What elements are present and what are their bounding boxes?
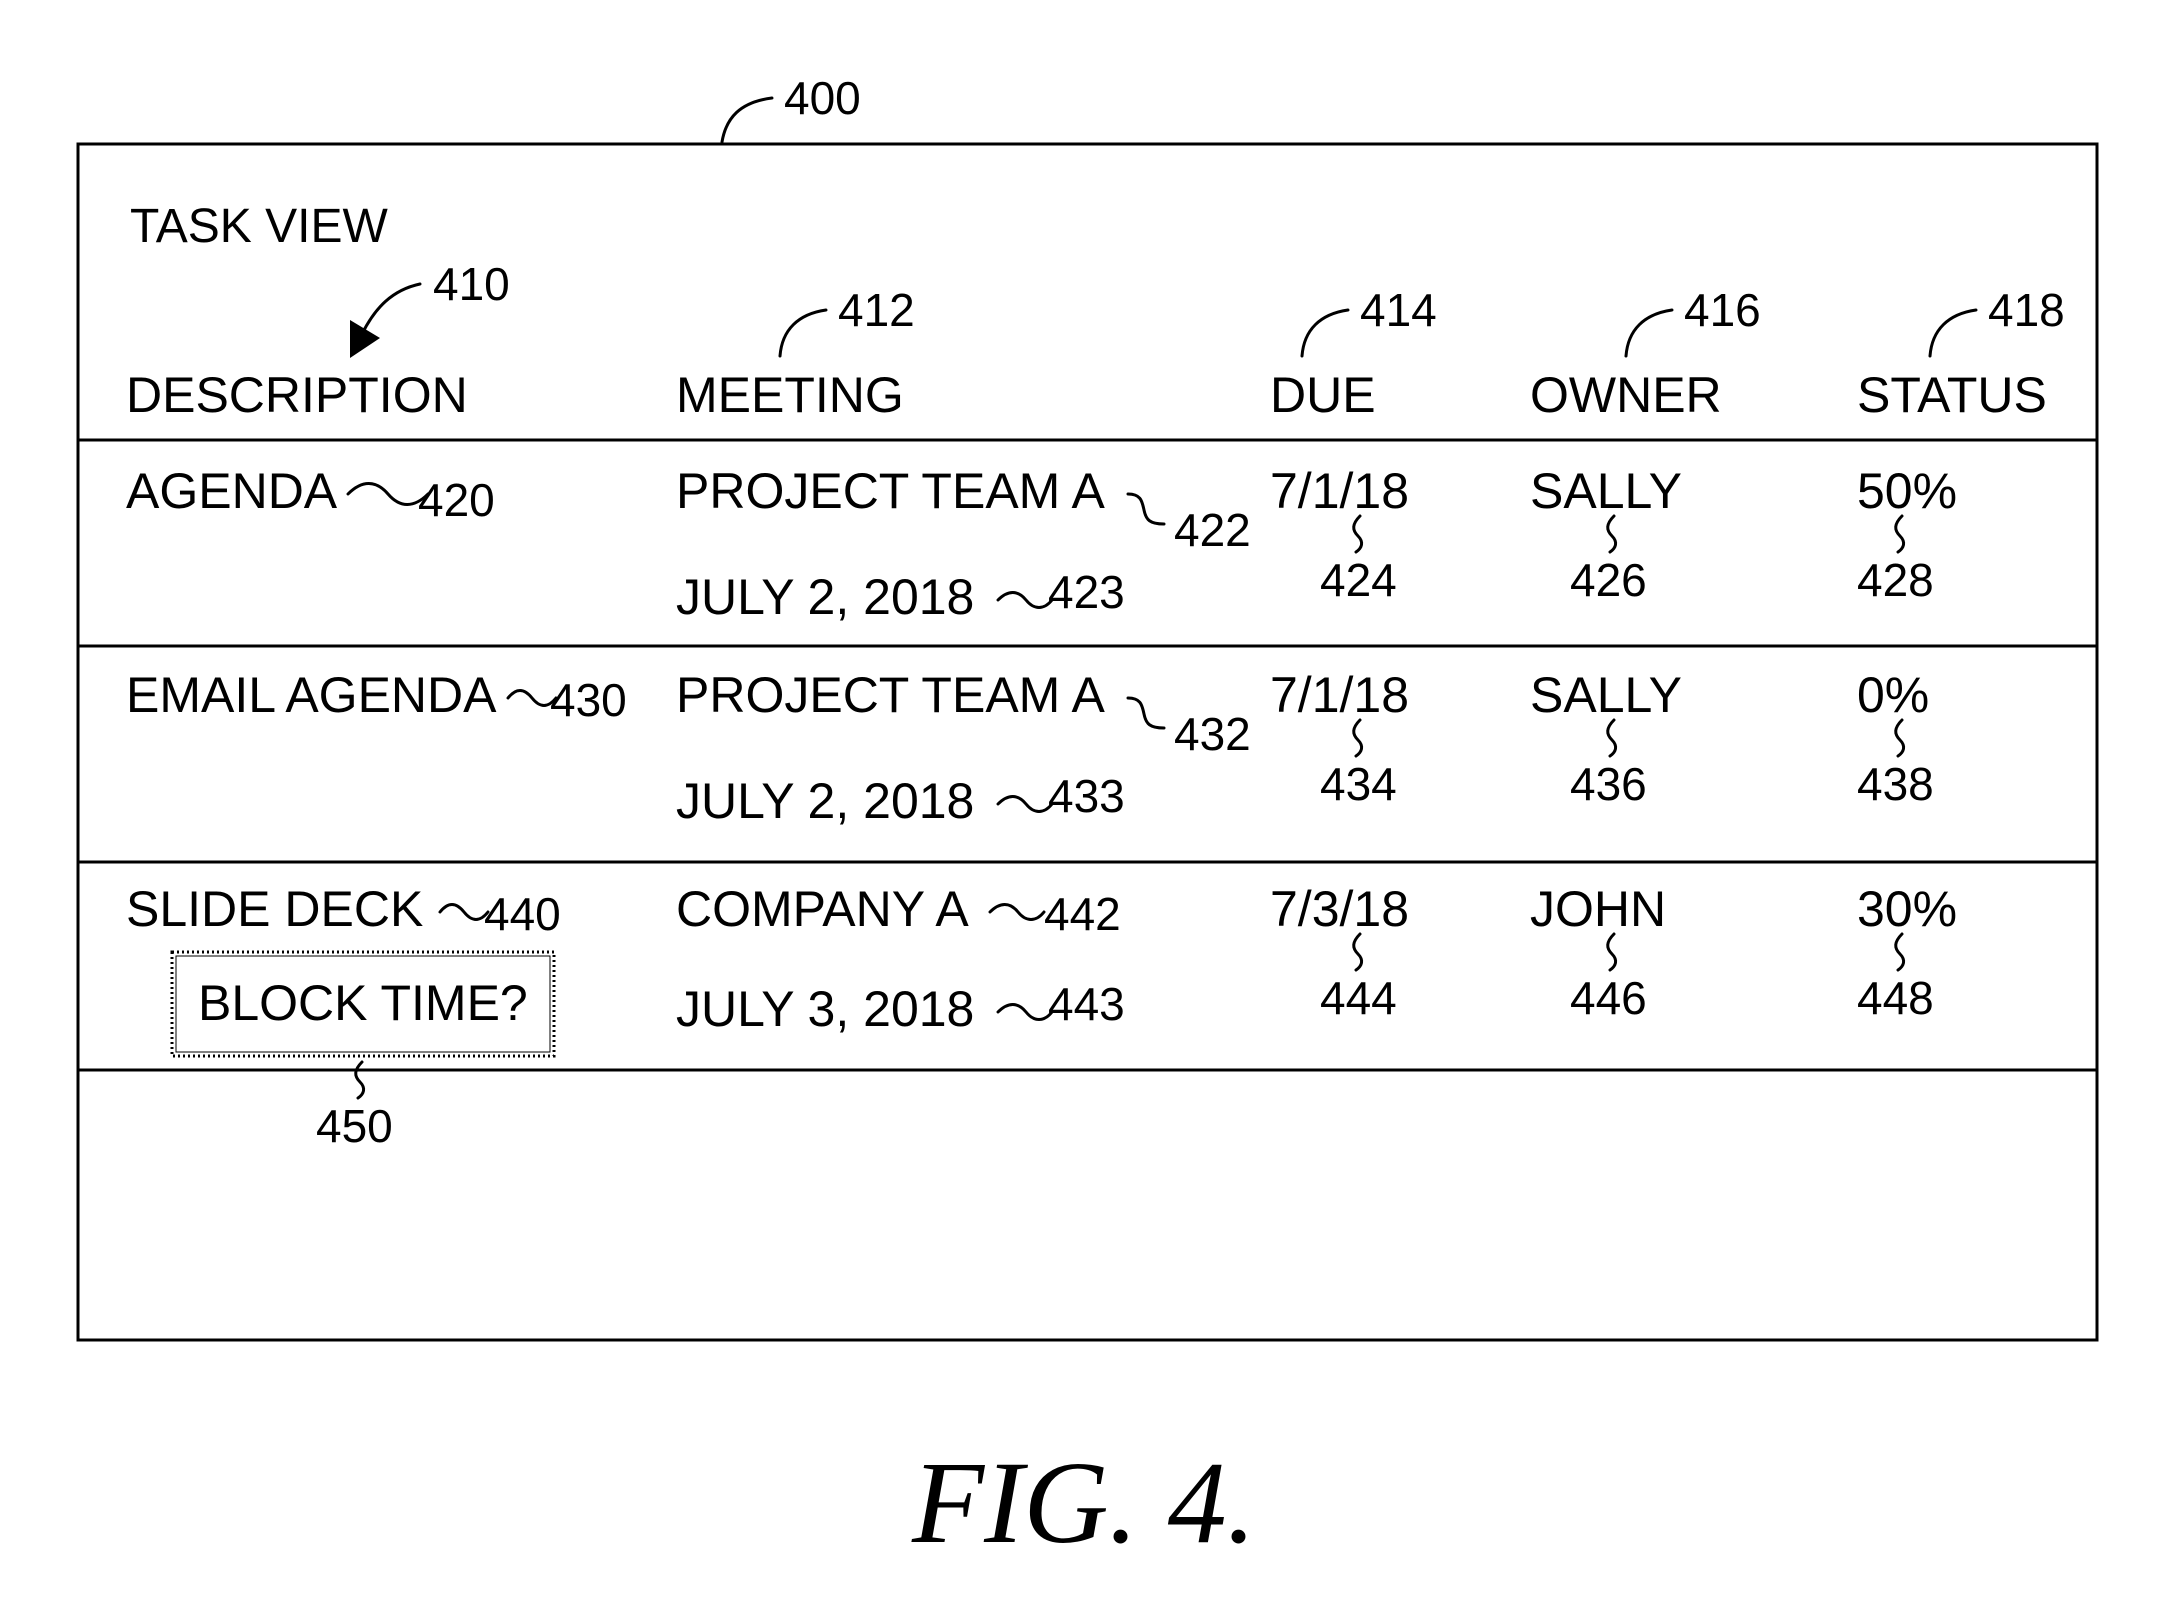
col-owner-ref-leader xyxy=(1626,310,1672,356)
row1-meeting-ref: 422 xyxy=(1174,504,1251,556)
row3-due: 7/3/18 xyxy=(1270,881,1410,937)
row3-description-tilde xyxy=(440,905,488,920)
row2-description: EMAIL AGENDA xyxy=(126,667,497,723)
row2-description-ref: 430 xyxy=(550,674,627,726)
row3-status-ref: 448 xyxy=(1857,972,1934,1024)
row3-meeting: COMPANY A xyxy=(676,881,969,937)
row3-description: SLIDE DECK xyxy=(126,881,424,937)
row3-date-tilde xyxy=(998,1005,1052,1020)
row3-owner-ref: 446 xyxy=(1570,972,1647,1024)
col-header-status[interactable]: STATUS xyxy=(1857,367,2047,423)
row1-owner-leader xyxy=(1608,516,1616,552)
row1-status-ref: 428 xyxy=(1857,554,1934,606)
row2-owner: SALLY xyxy=(1530,667,1682,723)
row1-date-tilde xyxy=(998,593,1052,608)
col-header-due[interactable]: DUE xyxy=(1270,367,1376,423)
table-row[interactable] xyxy=(126,463,1957,625)
row3-meeting-date: JULY 3, 2018 xyxy=(676,981,975,1037)
row3-owner: JOHN xyxy=(1530,881,1667,937)
table-row[interactable] xyxy=(126,667,1934,829)
col-due-ref-leader xyxy=(1302,310,1348,356)
task-view-panel xyxy=(78,144,2097,1340)
row2-meeting-date: JULY 2, 2018 xyxy=(676,773,975,829)
row1-meeting: PROJECT TEAM A xyxy=(676,463,1105,519)
col-meeting-ref: 412 xyxy=(838,284,915,336)
row1-description-tilde xyxy=(348,484,428,505)
row2-date-ref: 433 xyxy=(1048,770,1125,822)
row2-status: 0% xyxy=(1857,667,1930,723)
row3-description-ref: 440 xyxy=(484,888,561,940)
col-header-meeting[interactable]: MEETING xyxy=(676,367,904,423)
task-view-title: TASK VIEW xyxy=(130,200,388,253)
row3-meeting-tilde xyxy=(990,905,1044,920)
row1-status: 50% xyxy=(1857,463,1958,519)
row3-status: 30% xyxy=(1857,881,1958,937)
row2-due: 7/1/18 xyxy=(1270,667,1410,723)
header-ref: 410 xyxy=(433,258,510,310)
col-status-ref-leader xyxy=(1930,310,1976,356)
row1-owner-ref: 426 xyxy=(1570,554,1647,606)
row2-meeting-leader xyxy=(1128,698,1164,728)
block-time-ref-leader xyxy=(356,1062,364,1098)
row2-due-ref: 434 xyxy=(1320,758,1397,810)
row3-owner-leader xyxy=(1608,934,1616,970)
col-due-ref: 414 xyxy=(1360,284,1437,336)
row1-description: AGENDA xyxy=(126,463,338,519)
header-ref-arrow-leader xyxy=(362,284,420,334)
col-header-description[interactable]: DESCRIPTION xyxy=(126,367,468,423)
row2-status-leader xyxy=(1896,720,1904,756)
row2-owner-leader xyxy=(1608,720,1616,756)
row1-due: 7/1/18 xyxy=(1270,463,1410,519)
figure-ref: 400 xyxy=(784,72,861,124)
row1-meeting-leader xyxy=(1128,494,1164,524)
row1-owner: SALLY xyxy=(1530,463,1682,519)
row2-description-tilde xyxy=(508,691,556,706)
row1-date-ref: 423 xyxy=(1048,566,1125,618)
col-meeting-ref-leader xyxy=(780,310,826,356)
row2-date-tilde xyxy=(998,797,1052,812)
figure-caption: FIG. 4. xyxy=(912,1437,1257,1568)
row2-meeting-ref: 432 xyxy=(1174,708,1251,760)
col-header-owner[interactable]: OWNER xyxy=(1530,367,1722,423)
row2-owner-ref: 436 xyxy=(1570,758,1647,810)
row1-status-leader xyxy=(1896,516,1904,552)
row3-due-ref: 444 xyxy=(1320,972,1397,1024)
row3-date-ref: 443 xyxy=(1048,978,1125,1030)
row2-due-leader xyxy=(1354,720,1362,756)
col-owner-ref: 416 xyxy=(1684,284,1761,336)
col-status-ref: 418 xyxy=(1988,284,2065,336)
row1-description-ref: 420 xyxy=(418,474,495,526)
block-time-ref: 450 xyxy=(316,1100,393,1152)
row2-status-ref: 438 xyxy=(1857,758,1934,810)
block-time-button[interactable] xyxy=(172,952,554,1056)
row1-due-ref: 424 xyxy=(1320,554,1397,606)
row3-due-leader xyxy=(1354,934,1362,970)
figure-ref-leader xyxy=(722,98,772,142)
row3-status-leader xyxy=(1896,934,1904,970)
row3-meeting-ref: 442 xyxy=(1044,888,1121,940)
row1-due-leader xyxy=(1354,516,1362,552)
block-time-button-label: BLOCK TIME? xyxy=(198,975,528,1031)
row1-meeting-date: JULY 2, 2018 xyxy=(676,569,975,625)
row2-meeting: PROJECT TEAM A xyxy=(676,667,1105,723)
